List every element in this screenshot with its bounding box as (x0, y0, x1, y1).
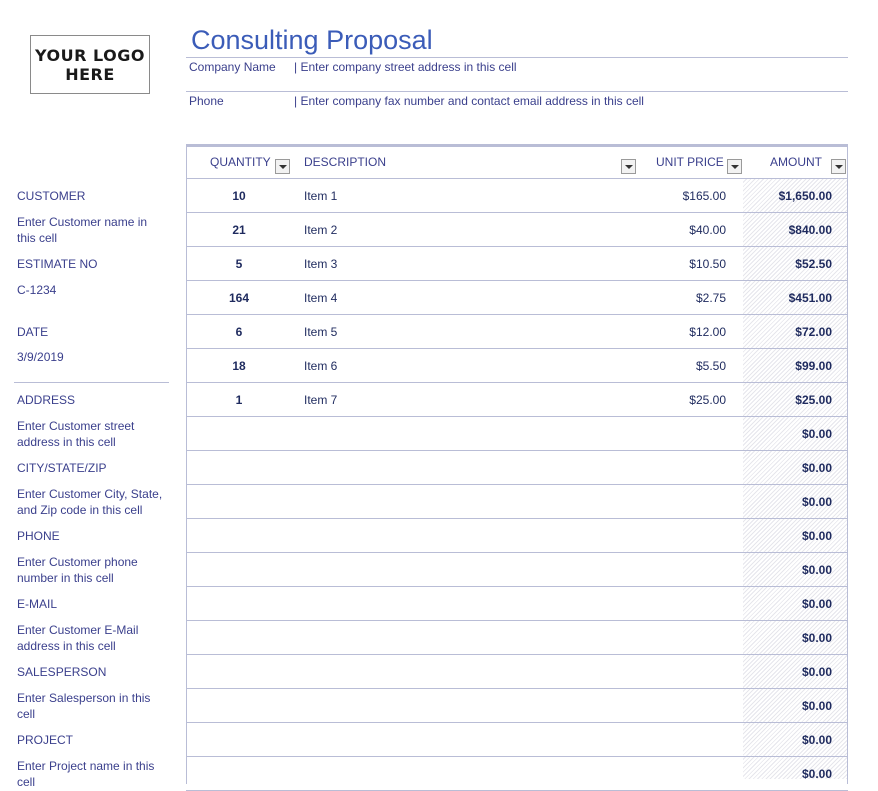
unit-price-cell[interactable]: $40.00 (689, 223, 726, 237)
quantity-cell[interactable]: 164 (228, 291, 250, 305)
amount-header: AMOUNT (770, 155, 822, 169)
unit-price-filter-dropdown-icon[interactable] (727, 159, 742, 174)
unit-price-cell[interactable]: $2.75 (695, 291, 726, 305)
amount-cell: $0.00 (801, 631, 832, 645)
date-label: DATE (17, 325, 49, 339)
description-cell[interactable]: Item 1 (304, 189, 338, 203)
table-row (186, 451, 848, 485)
description-header: DESCRIPTION (304, 155, 387, 169)
amount-cell: $0.00 (801, 563, 832, 577)
amount-cell: $0.00 (801, 733, 832, 747)
description-cell[interactable]: Item 6 (304, 359, 338, 373)
table-row (186, 723, 848, 757)
amount-cell: $0.00 (801, 665, 832, 679)
unit-price-cell[interactable]: $5.50 (695, 359, 726, 373)
description-cell[interactable]: Item 7 (304, 393, 338, 407)
quantity-cell[interactable]: 1 (235, 393, 243, 407)
project-label: PROJECT (17, 733, 74, 747)
description-cell[interactable]: Item 4 (304, 291, 338, 305)
quantity-cell[interactable]: 6 (235, 325, 243, 339)
company-address-field[interactable]: | Enter company street address in this cell (294, 60, 517, 74)
quantity-cell[interactable]: 21 (232, 223, 246, 237)
description-cell[interactable]: Item 3 (304, 257, 338, 271)
amount-cell: $1,650.00 (778, 189, 832, 203)
amount-cell: $0.00 (801, 767, 832, 781)
date-field[interactable]: 3/9/2019 (17, 350, 64, 364)
table-row (186, 179, 848, 213)
amount-cell: $25.00 (795, 393, 832, 407)
amount-cell: $0.00 (801, 427, 832, 441)
table-row (186, 621, 848, 655)
description-cell[interactable]: Item 2 (304, 223, 338, 237)
salesperson-field[interactable]: Enter Salesperson in this cell (17, 691, 151, 721)
quantity-cell[interactable]: 5 (235, 257, 243, 271)
amount-cell: $0.00 (801, 529, 832, 543)
customer-phone-field[interactable]: Enter Customer phone number in this cell (17, 555, 138, 585)
table-row (186, 315, 848, 349)
city-state-zip-field[interactable]: Enter Customer City, State, and Zip code in this cell (17, 487, 163, 517)
sidebar-divider (14, 382, 169, 383)
quantity-cell[interactable]: 18 (232, 359, 246, 373)
table-row (186, 689, 848, 723)
customer-label: CUSTOMER (17, 189, 86, 203)
unit-price-cell[interactable]: $12.00 (689, 325, 726, 339)
unit-price-cell[interactable]: $25.00 (689, 393, 726, 407)
table-row (186, 485, 848, 519)
unit-price-header: UNIT PRICE (656, 155, 724, 169)
unit-price-cell[interactable]: $165.00 (682, 189, 726, 203)
company-logo-placeholder: YOUR LOGO HERE (30, 35, 150, 94)
table-row (186, 417, 848, 451)
customer-phone-label: PHONE (17, 529, 60, 543)
table-row (186, 553, 848, 587)
amount-cell: $0.00 (801, 461, 832, 475)
project-field[interactable]: Enter Project name in this cell (17, 759, 155, 789)
amount-cell: $451.00 (788, 291, 832, 305)
amount-cell: $840.00 (788, 223, 832, 237)
table-row (186, 213, 848, 247)
customer-name-field[interactable]: Enter Customer name in this cell (17, 215, 148, 245)
amount-cell: $52.50 (795, 257, 832, 271)
quantity-filter-dropdown-icon[interactable] (275, 159, 290, 174)
city-state-zip-label: CITY/STATE/ZIP (17, 461, 107, 475)
estimate-no-label: ESTIMATE NO (17, 257, 98, 271)
title-divider (186, 57, 848, 58)
unit-price-cell[interactable]: $10.50 (689, 257, 726, 271)
table-row (186, 519, 848, 553)
estimate-no-field[interactable]: C-1234 (17, 283, 57, 297)
company-name-label: Company Name (189, 60, 276, 74)
email-field[interactable]: Enter Customer E-Mail address in this cell (17, 623, 139, 653)
table-row (186, 349, 848, 383)
table-row (186, 757, 848, 791)
page-title: Consulting Proposal (191, 25, 433, 55)
address-field[interactable]: Enter Customer street address in this cell (17, 419, 135, 449)
table-row (186, 655, 848, 689)
quantity-header: QUANTITY (210, 155, 271, 169)
amount-filter-dropdown-icon[interactable] (831, 159, 846, 174)
amount-cell: $0.00 (801, 597, 832, 611)
table-row (186, 587, 848, 621)
table-row (186, 281, 848, 315)
company-divider (186, 91, 848, 92)
address-label: ADDRESS (17, 393, 76, 407)
table-row (186, 383, 848, 417)
amount-cell: $72.00 (795, 325, 832, 339)
email-label: E-MAIL (17, 597, 58, 611)
company-contact-field[interactable]: | Enter company fax number and contact email address in this cell (294, 94, 644, 108)
amount-cell: $99.00 (795, 359, 832, 373)
phone-label: Phone (189, 94, 224, 108)
table-row (186, 247, 848, 281)
amount-cell: $0.00 (801, 495, 832, 509)
description-filter-dropdown-icon[interactable] (621, 159, 636, 174)
quantity-cell[interactable]: 10 (232, 189, 246, 203)
salesperson-label: SALESPERSON (17, 665, 107, 679)
amount-cell: $0.00 (801, 699, 832, 713)
description-cell[interactable]: Item 5 (304, 325, 338, 339)
